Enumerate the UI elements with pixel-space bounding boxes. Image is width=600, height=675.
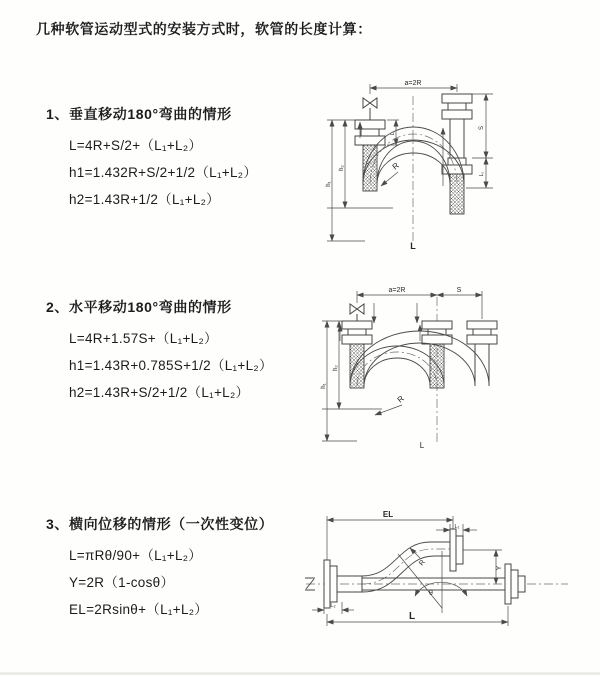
upper-right-flange (450, 529, 463, 571)
braided-hose-left (350, 344, 364, 388)
right-fitting-displaced (467, 321, 497, 386)
dim-label-a2r: a=2R (388, 287, 406, 294)
dim-label-length: L (410, 241, 416, 251)
dim-label-theta: θ (429, 590, 433, 597)
section-3-heading: 3、横向位移的情形（一次性变位） (46, 516, 274, 532)
dim-label-a2r: a=2R (404, 80, 422, 87)
formula-2-h2: h2=1.43R+S/2+1/2（L₁+L₂） (69, 385, 250, 400)
section-1-heading: 1、垂直移动180°弯曲的情形 (46, 106, 232, 122)
dim-label-length: L (419, 441, 425, 450)
formula-3-L: L=πRθ/90+（L₁+L₂） (69, 548, 203, 563)
formula-2-L: L=4R+1.57S+（L₁+L₂） (69, 331, 218, 346)
dim-label-h2: h₂ (339, 165, 345, 171)
formula-1-h2: h2=1.43R+1/2（L₁+L₂） (69, 192, 220, 207)
dim-label-s: S (456, 287, 462, 294)
dim-label-radius: R (390, 160, 401, 172)
hose-s-curve (362, 542, 450, 592)
braided-hose-middle (430, 344, 444, 388)
dim-label-s: S (479, 125, 485, 131)
formula-3-Y: Y=2R（1-cosθ） (69, 575, 175, 590)
formula-2-h1: h1=1.43R+0.785S+1/2（L₁+L₂） (69, 358, 273, 373)
lower-right-flange (505, 564, 525, 604)
dim-label-length: L (408, 611, 416, 622)
dim-label-h2: h₂ (333, 365, 339, 371)
dim-label-l2: L₂ (330, 603, 336, 609)
diagram-horizontal-180-bend (312, 283, 587, 451)
section-3 (46, 514, 273, 623)
dim-label-radius: R (418, 558, 427, 568)
diagram-vertical-180-bend (315, 76, 565, 251)
dim-label-y: Y (496, 565, 503, 571)
valve-icon (350, 304, 364, 321)
dim-label-h1: h₁ (321, 383, 327, 389)
dim-label-h1: h₁ (326, 181, 332, 187)
valve-icon (363, 98, 377, 120)
formula-1-h1: h1=1.432R+S/2+1/2（L₁+L₂） (69, 165, 258, 180)
page-title: 几种软管运动型式的安装方式时，软管的长度计算： (36, 21, 372, 37)
formula-1-L: L=4R+S/2+（L₁+L₂） (69, 138, 203, 153)
dim-label-radius: R (395, 393, 406, 405)
section-2-heading: 2、水平移动180°弯曲的情形 (46, 299, 232, 315)
dim-label-el: EL (382, 510, 394, 519)
left-fitting (342, 321, 372, 344)
dim-label-l1: L₁ (454, 524, 460, 530)
section-1 (46, 104, 257, 213)
diagram-lateral-displacement (300, 506, 590, 638)
formula-3-EL: EL=2Rsinθ+（L₁+L₂） (69, 602, 209, 617)
section-2 (46, 297, 273, 406)
dim-label-l1: L₁ (390, 130, 396, 136)
dim-label-l2: L₂ (479, 171, 485, 177)
